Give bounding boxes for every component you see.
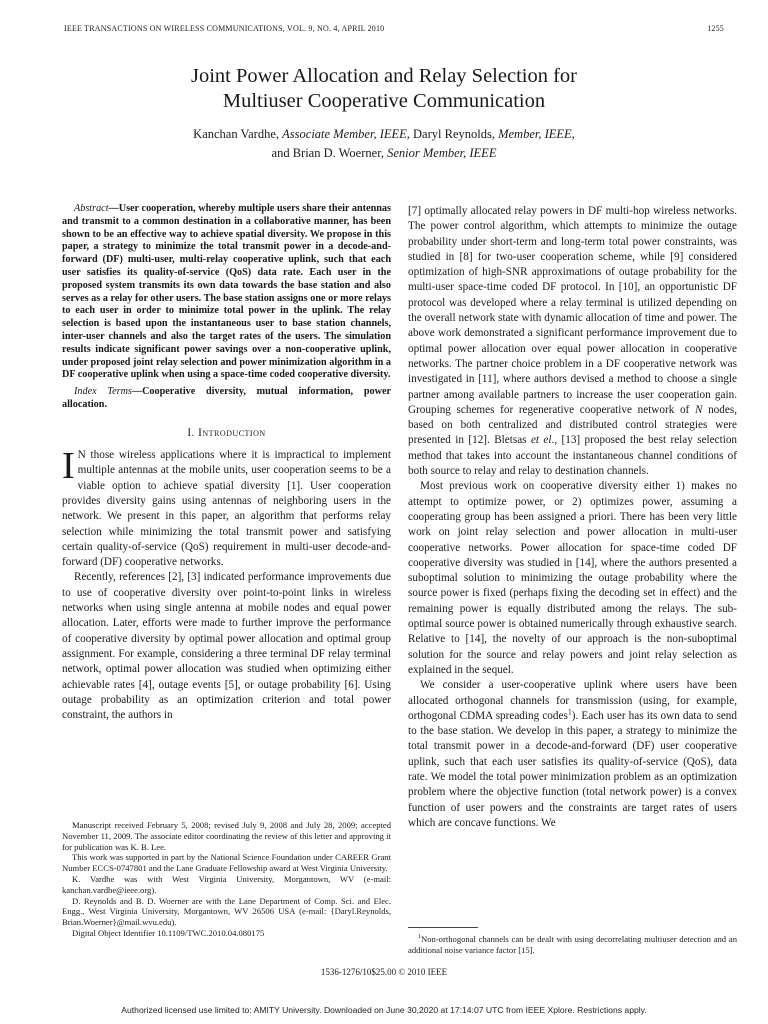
title-line-2: Multiuser Cooperative Communication [222, 90, 546, 112]
author-3-role: Senior Member, IEEE [387, 146, 497, 160]
index-terms-label: Index Terms [74, 386, 132, 398]
right-column [408, 204, 737, 831]
title-line-1: Joint Power Allocation and Relay Selection for [190, 65, 577, 87]
page-number: 1255 [707, 24, 724, 33]
footnote-1 [408, 934, 737, 956]
author-3-name: and Brian D. Woerner, [271, 146, 388, 160]
drop-cap: I [62, 445, 75, 488]
index-terms [62, 386, 391, 412]
author-line-1 [0, 125, 768, 144]
abstract [62, 203, 391, 382]
author-list [0, 125, 768, 163]
right-p1-part-a: [7] optimally allocated relay powers in DF multi-hop wireless networks. The power control algorithm, which attempts to minimize the outage probability under short-term and long-term total power constraints, was studied in [8] for two-user cooperation scheme, while [9] considered optimization of high-SNR approximations of outage probability for the multi-user space-time coded DF protocol. In [10], an opportunistic DF protocol was developed where a relay terminal is utilized depending on the overall network state with dynamic allocation of time and power. The above work demonstrated a significant performance improvement due to optimal power allocation over equal power allocation in cooperative networks. The partner choice problem in a DF cooperative network was investigated in [11], where authors devised a method to choose a single partner among available partners to increase the user cooperation gain. Grouping schemes for regenerative cooperative network of [408, 205, 737, 416]
footnote-manuscript: Manuscript received February 5, 2008; revised July 9, 2008 and July 28, 2009; accepted November 11, 2009. The associate editor coordinating the review of this letter and approving it for publication was K. B. Lee. [62, 820, 391, 852]
abstract-label: Abstract [74, 203, 109, 214]
right-p1-part-c: ., [13] proposed the best relay selection method that takes into account the instantaneous channel conditions of both source to relay and relay to destination channels. [408, 434, 738, 478]
author-line-2 [0, 144, 768, 163]
footnote-doi: Digital Object Identifier 10.1109/TWC.2010.04.080175 [72, 927, 265, 938]
author-1-name: Kanchan Vardhe, [193, 127, 283, 141]
paper-title [0, 64, 768, 114]
index-terms-text: —Cooperative diversity, mutual information, power allocation. [62, 386, 391, 410]
author-2-name: Daryl Reynolds, [409, 127, 499, 141]
footnote-affiliation: D. Reynolds and B. D. Woerner are with the Lane Department of Comp. Sci. and Elec. Engg., West Virginia University, Morgantown, WV 26506 USA (e-mail: {Daryl.Reynolds, Brian.Woerner}@mail.wvu.edu). [62, 895, 391, 928]
abstract-text: —User cooperation, whereby multiple users share their antennas and transmit to a common destination in a collaborative manner, has been shown to be an effective way to achieve spatial diversity. We propose in this paper, a strategy to minimize the total transmit power in a decode-and-forward (DF) multi-user, multi-relay cooperative uplink, such that each user satisfies its quality-of-service (QoS) data rate. Each user in the proposed system transmits its own data towards the base station and also serves as a relay for other users. The base station assigns one or more relays to each user in order to minimize total power in the uplink. The relay selection is based upon the instantaneous user to base station channels, inter-user channels and also the target rates of the users. The simulation results indicate significant power savings over a non-cooperative uplink, under proposed joint relay selection and power minimization algorithm in a DF cooperative uplink when using a space-time coded cooperative diversity. [62, 203, 391, 381]
left-column [62, 203, 391, 723]
author-1-role: Associate Member, IEEE, [282, 127, 410, 141]
right-paragraph-3 [408, 678, 737, 831]
footnote-vardhe: K. Vardhe was with West Virginia University, Morgantown, WV (e-mail: kanchan.vardhe@ieee.org). [62, 873, 391, 895]
math-n: N [694, 403, 703, 416]
left-footnotes [62, 820, 391, 939]
right-p1-part-b: nodes, based on both centralized and distributed control strategies were presented in [12]. Bletsas [408, 403, 737, 447]
intro-paragraph-1-text: N those wireless applications where it is impractical to implement multiple antennas at the mobile units, user cooperation seems to be a viable option to achieve spatial diversity [1]. User cooperation provides diversity gains using antennas of neighboring users in the network. We present in this paper, an algorithm that performs relay selection while minimizing the total transmit power and satisfying certain quality-of-service (QoS) requirement in multi-user decode-and-forward (DF) cooperative networks. [62, 449, 391, 569]
running-head [64, 24, 724, 36]
footnote-support: This work was supported in part by the National Science Foundation under CAREER Grant Number ECCS-0747801 and the Lane Graduate Fellowship award at West Virginia University. [62, 852, 391, 874]
right-p3-part-b: ). Each user has its own data to send to the base station. We develop in this paper, a strategy to minimize the total transmit power in a decode-and-forward (DF) user cooperative uplink, such that each user satisfies its quality-of-service (QoS), data rate. We model the total power minimization problem as an optimization problem where the objective function (total network power) is a convex function of user powers and the constraints are target rates of users which are concave functions. We [408, 709, 737, 829]
right-paragraph-2: Most previous work on cooperative diversity either 1) makes no attempt to optimize power, or 2) optimizes power, assuming a cooperating group has been assigned a priori. There has been very little work on joint relay selection and power allocation in multi-user cooperative networks. Power allocation for space-time coded DF cooperative diversity was studied in [14], where the authors presented a suboptimal solution to minimizing the outage probability where the source power is fixed (perhaps fixing the decoding set in effect) and the remaining power is equally distributed among the relays. The sub-optimal source power is obtained numerically through exhaustive search. Relative to [14], the novelty of our approach is the non-suboptimal solution for the source and relay powers and joint relay selection as explained in the sequel. [408, 480, 737, 676]
right-paragraph-1 [408, 204, 737, 479]
journal-name: IEEE TRANSACTIONS ON WIRELESS COMMUNICATIONS, VOL. 9, NO. 4, APRIL 2010 [64, 24, 385, 33]
footnote-rule [408, 927, 478, 928]
copyright-line: 1536-1276/10$25.00 © 2010 IEEE [320, 967, 448, 977]
et-al: et el [530, 434, 552, 447]
section-heading-introduction: I. Introduction [187, 426, 266, 439]
intro-paragraph-1 [62, 445, 391, 570]
footnote-marker: 1 [567, 707, 572, 717]
right-footnote [408, 934, 737, 956]
license-notice: Authorized licensed use limited to: AMITY University. Downloaded on June 30,2020 at 17:14:07 UTC from IEEE Xplore. Restrictions apply. [121, 1005, 647, 1015]
right-p3-part-a: We consider a user-cooperative uplink where users have been allocated orthogonal channels for transmission (using, for example, orthogonal CDMA spreading codes [408, 679, 737, 722]
author-2-role: Member, IEEE, [498, 127, 575, 141]
footnote-1-text: Non-orthogonal channels can be dealt with using decorrelating multiuser detection and an additional noise variance factor [15]. [408, 934, 737, 955]
footnote-1-number: 1 [418, 934, 422, 941]
intro-paragraph-2: Recently, references [2], [3] indicated performance improvements due to use of cooperative diversity over point-to-point links in wireless networks when using single antenna at mobile nodes and equal power allocation. Later, efforts were made to further improve the performance of cooperative diversity by optimal power allocation and optimal group assignment. For example, considering a three terminal DF relay terminal network, optimal power allocation was studied when optimizing either achievable rates [4], outage events [5], or outage probability [6]. Using outage probability as an optimization criterion and total power constraint, the authors in [62, 571, 391, 722]
